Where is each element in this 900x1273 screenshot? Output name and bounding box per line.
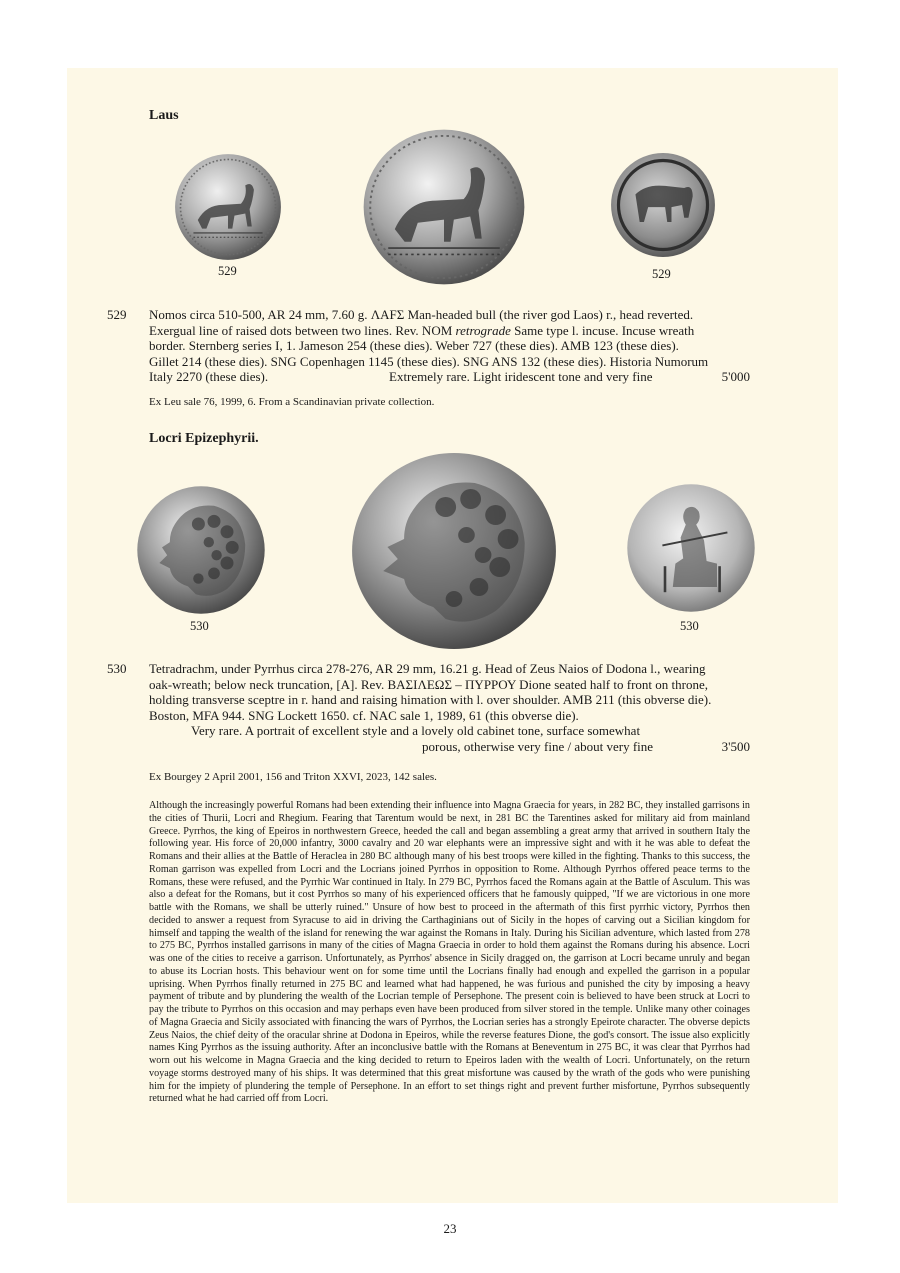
description-line: Same type l. incuse. Incuse wreath — [510, 322, 695, 338]
coin-locri-obverse-enlarged-icon — [350, 451, 558, 651]
description-line: border. Sternberg series I, 1. Jameson 254 (these dies). Weber 727 (these dies). AMB 123 (these dies). — [149, 338, 679, 353]
image-label: 529 — [652, 267, 671, 281]
lot-provenance: Ex Bourgey 2 April 2001, 156 and Triton XXVI, 2023, 142 sales. — [149, 771, 437, 783]
image-label: 530 — [190, 619, 209, 633]
coin-locri-obverse-icon — [136, 485, 266, 615]
lot-grade: porous, otherwise very fine / about very fine — [422, 738, 654, 754]
lot-number: 529 — [107, 307, 127, 322]
description-line: Nomos circa 510-500, AR 24 mm, 7.60 g. ΛΑFΣ Man-headed bull (the river god Laos) r., head reverted. — [149, 307, 694, 322]
description-line: holding transverse sceptre in r. hand and raising himation with l. over shoulder. AMB 211 (this obverse die). — [149, 692, 712, 707]
description-line: oak-wreath; below neck truncation, [A]. Rev. ΒΑΣΙΛΕΩΣ – ΠΥΡΡΟΥ Dione seated half to front on throne, — [149, 676, 708, 692]
coin-laus-obverse-icon — [174, 153, 282, 261]
lot-price: 3'500 — [721, 738, 750, 754]
image-label: 530 — [680, 619, 699, 633]
section-heading-laus: Laus — [149, 108, 179, 123]
lot-description — [149, 661, 750, 754]
description-line: Boston, MFA 944. SNG Lockett 1650. cf. NAC sale 1, 1989, 61 (this obverse die). — [149, 707, 579, 723]
lot-grade: Very rare. A portrait of excellent style and a lovely old cabinet tone, surface somewhat — [191, 723, 641, 738]
coin-laus-obverse-enlarged-icon — [362, 128, 526, 286]
lot-number: 530 — [107, 661, 127, 676]
description-line: Exergual line of raised dots between two lines. Rev. NOM — [149, 322, 456, 338]
lot-description — [149, 307, 750, 385]
page-number: 23 — [443, 1221, 457, 1236]
section-heading-locri: Locri Epizephyrii. — [149, 431, 259, 446]
description-line: Italy 2270 (these dies). — [149, 369, 269, 384]
coin-laus-reverse-icon — [610, 152, 716, 258]
historical-essay: Although the increasingly powerful Romans had been extending their influence into Magna Graecia for years, in 282 BC, they installed garrisons in the cities of Thurii, Locri and Rhegium. Fearing that Tarentum would be next, in 281 BC the Tarentines asked for military aid from mainland Greece. Pyrrhos, the king of Epeiros in northwestern Greece, heeded the call and began assembling a great army that arrived in southern Italy the following year. His force of 20,000 infantry, 3000 cavalry and 20 war elephants were an impressive sight and with it he was able to defeat the Romans and their allies at the Battle of Heraclea in 280 BC although many of his best troops were killed in the fighting. Thanks to this success, the Roman garrison was expelled from Locri and the Locrians joined Pyrrhos in opposition to Rome. Although Pyrrhos offered peace terms to the Romans, these were refused, and the Pyrrhic War continued in Italy. In 279 BC, Pyrrhos faced the Romans again at the Battle of Asculum. This was also a defeat for the Romans, but it cost Pyrrhos so many of his experienced officers that he famously quipped, "If we are victorious in one more battle with the Romans, we shall be utterly ruined." Unsure of how best to proceed in the aftermath of this first pyrrhic victory, Pyrrhos then decided to answer a request from Syracuse to aid in driving the Carthaginians out of Sicily in the hopes of carving out a Sicilian kingdom for himself and tapping the wealth of the island for renewing the war against the Romans in Italy. During his Sicilian adventure, which lasted from 278 to 275 BC, Pyrrhos installed garrisons in many of the cities of Magna Graecia in order to hold them against the Romans during his absence. Locri was one of the cities to receive a garrison. Unfortunately, as Pyrrhos' absence in Sicily dragged on, the garrison at Locri became unruly and began to abuse its Locrian hosts. This behaviour went on for some time until the Locrians finally had enough and expelled the garrison in a popular uprising. When Pyrrhos finally returned in 275 BC and learned what had happened, he was furious and punished the city by imposing a heavy payment of tribute and by plundering the wealth of the Locrian temple of Persephone. The present coin is believed to have been struck at Locri to pay the tribute to Pyrrhos on this occasion and may perhaps even have been produced from silver stored in the temple. Unlike many other coinages of Magna Graecia and Sicily associated with financing the wars of Pyrrhos, the Locrian series has a strongly Epeirote character. The obverse depicts Zeus Naios, the chief deity of the oracular shrine at Dodona in Epeiros, while the reverse features Dione, the god's consort. The issue also explicitly names King Pyrrhos as the issuing authority. After an inconclusive battle with the Romans at Beneventum in 275 BC, it was clear that Pyrrhos had worn out his welcome in Magna Graecia and the king decided to return to Epeiros laden with the wealth of Locri. Unfortunately, on the return voyage storms destroyed many of his ships. It was determined that this great misfortune was caused by the wrath of the gods who were punishing him for the impiety of plundering the temple of Persephone. In an effort to set things right and prevent further misfortune, Pyrrhos subsequently returned what he had carried off from Locri. — [149, 800, 750, 1105]
description-italic: retrograde — [455, 322, 511, 338]
image-label: 529 — [218, 264, 237, 278]
description-line: Gillet 214 (these dies). SNG Copenhagen 1145 (these dies). SNG ANS 132 (these dies). Historia Numorum — [149, 353, 709, 369]
lot-grade: Extremely rare. Light iridescent tone and very fine — [389, 369, 653, 384]
lot-provenance: Ex Leu sale 76, 1999, 6. From a Scandinavian private collection. — [149, 396, 435, 408]
lot-price: 5'000 — [721, 369, 750, 384]
description-line: Tetradrachm, under Pyrrhus circa 278-276, AR 29 mm, 16.21 g. Head of Zeus Naios of Dodona l., wearing — [149, 661, 706, 676]
coin-locri-reverse-icon — [626, 483, 756, 613]
